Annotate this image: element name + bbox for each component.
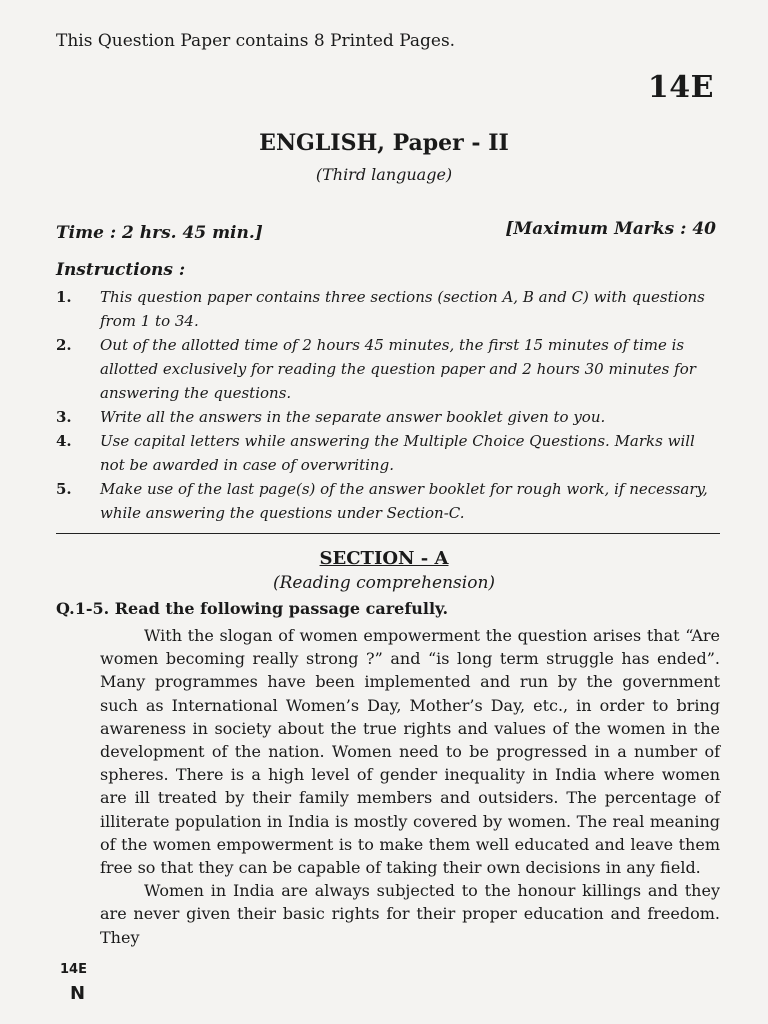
paper-subtitle: (Third language) [315,165,453,184]
paper-title: ENGLISH, Paper - II [259,130,509,156]
printed-pages-note: This Question Paper contains 8 Printed Pages. [56,31,456,51]
passage-paragraph: Women in India are always subjected to the honour killings and they are never given their basic rights for their proper education and freedom. They [100,881,720,947]
section-subtitle: (Reading comprehension) [272,573,496,593]
maximum-marks: [Maximum Marks : 40 [505,219,716,239]
instruction-item [56,333,718,405]
passage-paragraph: With the slogan of women empowerment the question arises that “Are women becoming really strong ?” and “is long term struggle has ended”. Many programmes have been implemented and run by the government such as International Women’s Day, Mother’s Day, etc., in order to bring awareness in society about the true rights and values of the women in the development of the nation. Women need to be progressed in a number of spheres. There is a high level of gender inequality in India where women are ill treated by their family members and outsiders. The percentage of illiterate population in India is mostly covered by women. The real meaning of the women empowerment is to make them well educated and leave them free so that they can be capable of taking their own decisions in any field. [100,626,720,878]
instruction-text: Out of the allotted time of 2 hours 45 minutes, the first 15 minutes of time is allotted exclusively for reading the question paper and 2 hours 30 minutes for answering the questions. [100,336,696,402]
footer-mark: N [70,983,86,1004]
instruction-item [56,477,718,525]
instruction-text: Write all the answers in the separate answer booklet given to you. [100,408,606,426]
instruction-number: 3. [56,408,72,426]
footer-paper-code: 14E [60,962,87,977]
time-allowed: Time : 2 hrs. 45 min.] [56,223,263,243]
instruction-number: 5. [56,480,72,498]
instruction-item [56,405,718,429]
instruction-text: This question paper contains three sections (section A, B and C) with questions from 1 to 34. [100,288,705,330]
reading-passage [100,624,720,949]
instruction-number: 4. [56,432,72,450]
question-heading: Q.1-5. Read the following passage carefully. [56,599,449,618]
instructions-heading: Instructions : [56,260,186,280]
instructions-list [56,285,718,525]
instruction-text: Make use of the last page(s) of the answer booklet for rough work, if necessary, while answering the questions under Section-C. [100,480,708,522]
instruction-item [56,285,718,333]
instruction-number: 1. [56,288,72,306]
section-divider [56,533,720,534]
instruction-item [56,429,718,477]
paper-code: 14E [647,70,714,105]
section-title [0,548,768,569]
instruction-text: Use capital letters while answering the Multiple Choice Questions. Marks will not be awarded in case of overwriting. [100,432,695,474]
section-title-text: SECTION - A [319,548,449,569]
instruction-number: 2. [56,336,72,354]
